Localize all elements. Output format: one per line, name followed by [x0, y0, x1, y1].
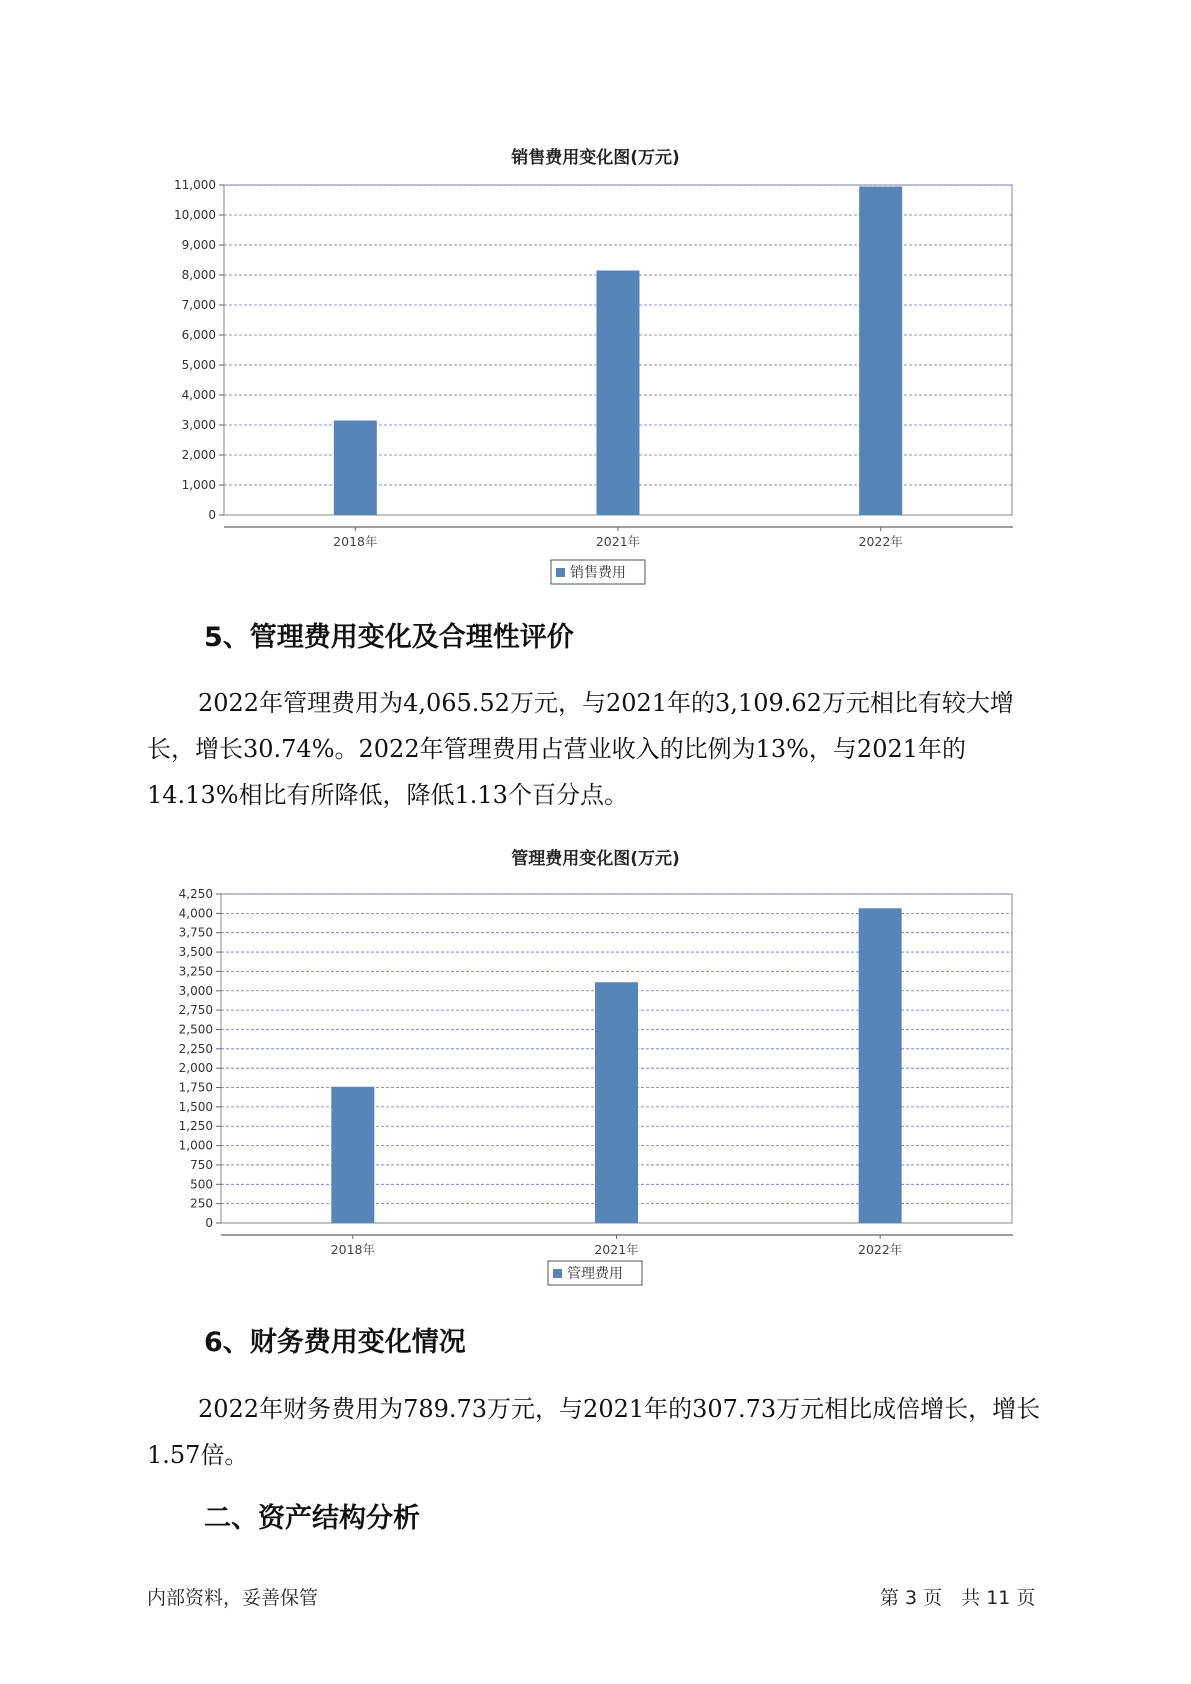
- footer-page-number: 第 3 页 共 11 页: [880, 1587, 1036, 1609]
- y-tick-label: 1,000: [178, 1138, 213, 1153]
- section-6-text: 2022年财务费用为789.73万元，与2021年的307.73万元相比成倍增长，增长1.57倍。: [147, 1395, 1041, 1469]
- y-tick-label: 6,000: [181, 328, 216, 342]
- y-tick-label: 500: [190, 1177, 213, 1192]
- chart-title-sales: 销售费用变化图(万元): [511, 148, 680, 168]
- y-tick-label: 7,000: [181, 298, 216, 312]
- y-tick-label: 2,500: [178, 1022, 213, 1037]
- y-tick-label: 4,000: [181, 388, 216, 402]
- y-tick-label: 1,250: [178, 1119, 213, 1134]
- x-tick-label: 2018年: [333, 534, 378, 549]
- bar-2022年: [859, 908, 902, 1223]
- bar-2018年: [331, 1087, 374, 1223]
- y-tick-label: 250: [190, 1196, 213, 1211]
- x-tick-label: 2018年: [330, 1242, 375, 1257]
- legend-label: 管理费用: [567, 1266, 623, 1282]
- y-tick-label: 1,500: [178, 1099, 213, 1114]
- section-5-paragraph: [147, 680, 1052, 818]
- y-tick-label: 2,000: [181, 448, 216, 462]
- legend-swatch: [553, 1269, 562, 1278]
- y-tick-label: 2,000: [178, 1061, 213, 1076]
- y-tick-label: 9,000: [181, 238, 216, 252]
- y-tick-label: 3,500: [178, 945, 213, 960]
- y-tick-label: 4,250: [178, 887, 213, 901]
- bar-2018年: [334, 421, 377, 516]
- sales-expense-chart: [0, 170, 1191, 590]
- section-5-heading: 5、管理费用变化及合理性评价: [204, 622, 574, 653]
- y-tick-label: 2,250: [178, 1041, 213, 1056]
- x-tick-label: 2021年: [595, 534, 641, 549]
- y-tick-label: 1,000: [181, 478, 216, 492]
- y-tick-label: 8,000: [181, 268, 216, 282]
- section-6-paragraph: [147, 1386, 1052, 1478]
- y-tick-label: 3,750: [178, 925, 213, 940]
- y-tick-label: 1,750: [178, 1080, 213, 1095]
- bar-2021年: [597, 271, 640, 516]
- y-tick-label: 5,000: [181, 358, 216, 372]
- y-tick-label: 11,000: [174, 178, 216, 192]
- legend: [551, 560, 645, 584]
- legend: [548, 1261, 642, 1285]
- y-tick-label: 3,000: [178, 983, 213, 998]
- y-tick-label: 3,000: [181, 418, 216, 432]
- bar-2022年: [859, 187, 902, 516]
- legend-swatch: [556, 568, 565, 577]
- legend-label: 销售费用: [570, 565, 626, 581]
- footer-confidential: 内部资料，妥善保管: [147, 1587, 319, 1609]
- section-5-text: 2022年管理费用为4,065.52万元，与2021年的3,109.62万元相比有较大增长，增长30.74%。2022年管理费用占营业收入的比例为13%，与2021年的14.13%相比有所降低，降低1.13个百分点。: [147, 689, 1014, 809]
- x-tick-label: 2022年: [858, 1242, 903, 1257]
- y-tick-label: 10,000: [174, 208, 216, 222]
- y-tick-label: 3,250: [178, 964, 213, 979]
- bar-2021年: [595, 982, 638, 1223]
- y-tick-label: 750: [190, 1157, 213, 1172]
- y-tick-label: 2,750: [178, 1003, 213, 1018]
- y-tick-label: 0: [205, 1216, 213, 1230]
- x-tick-label: 2022年: [858, 534, 903, 549]
- y-tick-label: 4,000: [178, 906, 213, 921]
- chart-title-admin: 管理费用变化图(万元): [511, 849, 680, 869]
- x-tick-label: 2021年: [594, 1242, 639, 1257]
- section-2-heading: 二、资产结构分析: [204, 1503, 420, 1534]
- y-tick-label: 0: [208, 508, 216, 522]
- section-6-heading: 6、财务费用变化情况: [204, 1327, 466, 1358]
- admin-expense-chart: [0, 872, 1191, 1292]
